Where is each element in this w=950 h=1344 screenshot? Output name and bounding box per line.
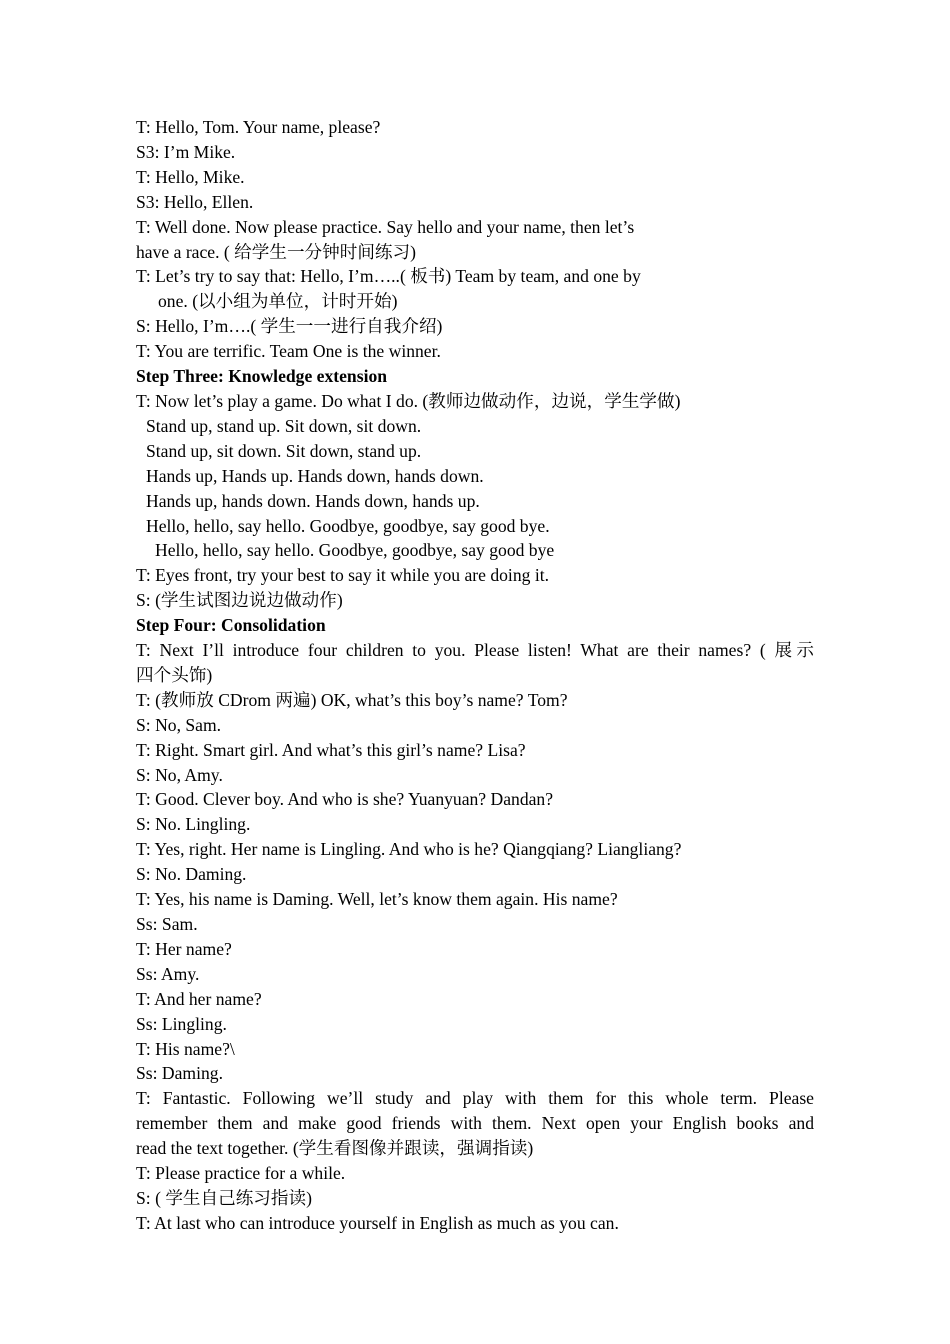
text-line: T: Please practice for a while. bbox=[136, 1163, 346, 1184]
text-line: Ss: Daming. bbox=[136, 1063, 223, 1084]
text-line: S: Hello, I’m….( 学生一一进行自我介绍) bbox=[136, 316, 443, 337]
text-line: have a race. ( 给学生一分钟时间练习) bbox=[136, 241, 416, 262]
section-heading: Step Four: Consolidation bbox=[136, 615, 326, 636]
text-line: S: No. Daming. bbox=[136, 864, 247, 885]
chant-line: Hello, hello, say hello. Goodbye, goodbye, say good bye bbox=[155, 540, 555, 561]
chant-line: Hands up, hands down. Hands down, hands up. bbox=[146, 490, 480, 511]
text-line: one. (以小组为单位，计时开始) bbox=[158, 291, 398, 312]
text-line: read the text together. (学生看图像并跟读，强调指读) bbox=[136, 1138, 534, 1159]
text-line: S3: Hello, Ellen. bbox=[136, 191, 254, 212]
text-line: T: Fantastic. Following we’ll study and play with them for this whole term. Please bbox=[136, 1088, 814, 1109]
text-line: Ss: Sam. bbox=[136, 914, 198, 934]
chant-line: Hello, hello, say hello. Goodbye, goodbye, say good bye. bbox=[146, 515, 550, 536]
text-line: T: Hello, Mike. bbox=[136, 166, 245, 187]
chant-line: Stand up, stand up. Sit down, sit down. bbox=[146, 415, 422, 436]
text-line: T: And her name? bbox=[136, 988, 262, 1009]
text-line: T: Her name? bbox=[136, 938, 232, 959]
text-line: T: Next I’ll introduce four children to you. Please listen! What are their names? ( 展示 bbox=[136, 640, 814, 661]
text-line: S3: I’m Mike. bbox=[136, 141, 236, 162]
text-line: S: No. Lingling. bbox=[136, 814, 251, 835]
text-line: T: Hello, Tom. Your name, please? bbox=[136, 117, 381, 137]
text-line: Ss: Amy. bbox=[136, 963, 200, 984]
text-line: S: (学生试图边说边做动作) bbox=[136, 590, 343, 611]
document-page bbox=[136, 115, 814, 1236]
text-line: T: Eyes front, try your best to say it while you are doing it. bbox=[136, 565, 549, 586]
text-line: S: No, Sam. bbox=[136, 714, 222, 735]
text-line: T: At last who can introduce yourself in English as much as you can. bbox=[136, 1212, 619, 1233]
text-line: T: Yes, his name is Daming. Well, let’s know them again. His name? bbox=[136, 889, 618, 910]
text-line: remember them and make good friends with them. Next open your English books and bbox=[136, 1113, 814, 1134]
text-line: Ss: Lingling. bbox=[136, 1013, 227, 1034]
text-line: T: Now let’s play a game. Do what I do. (教师边做动作，边说，学生学做) bbox=[136, 390, 681, 411]
chant-line: Hands up, Hands up. Hands down, hands down. bbox=[146, 465, 484, 486]
text-line: T: You are terrific. Team One is the winner. bbox=[136, 341, 441, 362]
text-line: 四个头饰) bbox=[136, 664, 213, 685]
text-line: T: Let’s try to say that: Hello, I’m…..( 板书) Team by team, and one by bbox=[136, 266, 641, 287]
text-line: T: Right. Smart girl. And what’s this girl’s name? Lisa? bbox=[136, 739, 526, 760]
text-line: S: ( 学生自己练习指读) bbox=[136, 1187, 312, 1208]
section-heading: Step Three: Knowledge extension bbox=[136, 366, 388, 387]
chant-line: Stand up, sit down. Sit down, stand up. bbox=[146, 440, 422, 461]
text-line: T: His name?\ bbox=[136, 1038, 235, 1059]
text-line: T: Yes, right. Her name is Lingling. And who is he? Qiangqiang? Liangliang? bbox=[136, 839, 682, 860]
text-line: T: Well done. Now please practice. Say hello and your name, then let’s bbox=[136, 216, 635, 237]
text-line: S: No, Amy. bbox=[136, 764, 223, 785]
text-line: T: (教师放 CDrom 两遍) OK, what’s this boy’s name? Tom? bbox=[136, 689, 568, 710]
text-line: T: Good. Clever boy. And who is she? Yuanyuan? Dandan? bbox=[136, 789, 554, 810]
